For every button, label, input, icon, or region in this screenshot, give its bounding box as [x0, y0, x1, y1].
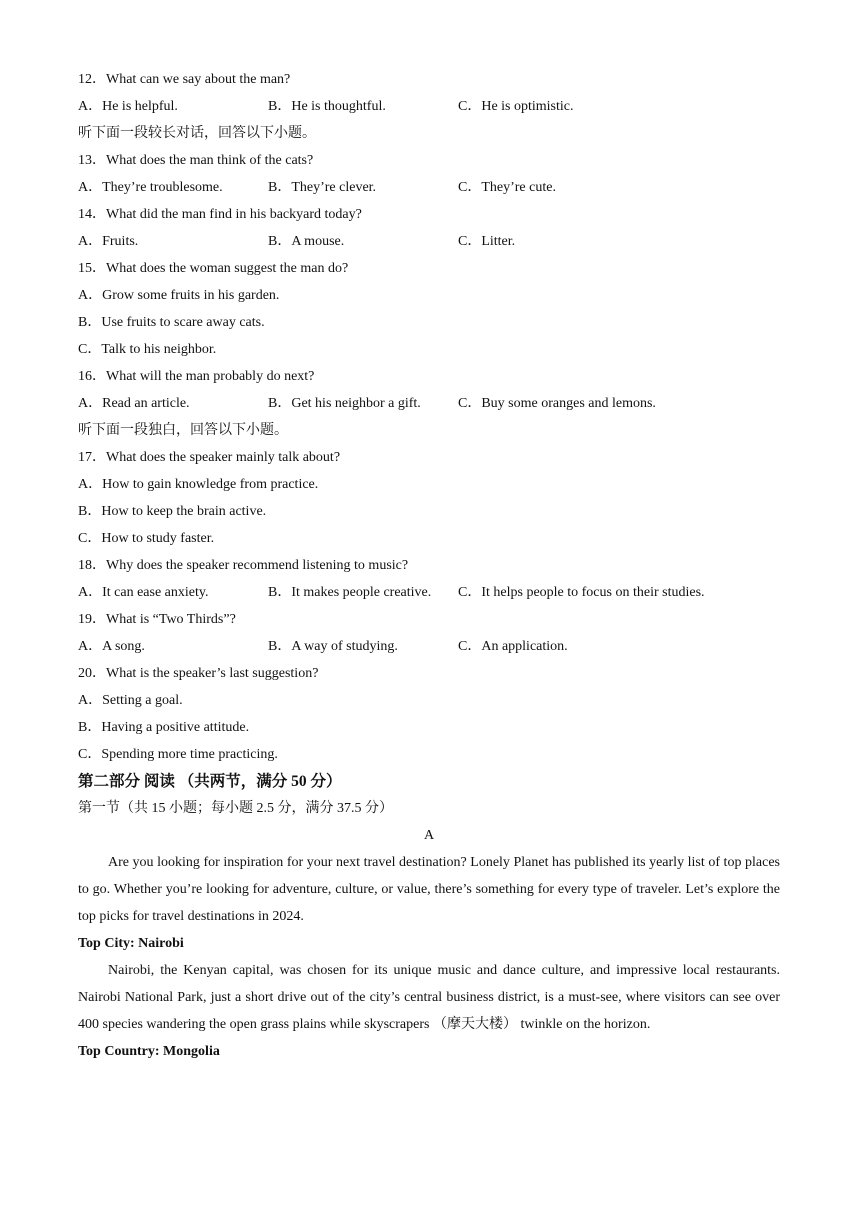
option-c: C．Talk to his neighbor.: [78, 342, 217, 357]
instruction-monologue: 听下面一段独白，回答以下小题。: [78, 423, 288, 438]
option-a: A．Read an article.: [78, 396, 190, 411]
option-c: C．Litter.: [458, 234, 516, 249]
question-17-stem: [78, 444, 780, 471]
heading-top-country: Top Country: Mongolia: [78, 1044, 220, 1059]
question-15-stem: [78, 255, 780, 282]
question-number: 14．: [78, 207, 106, 222]
question-number: 12．: [78, 72, 106, 87]
option-c: C．Buy some oranges and lemons.: [458, 396, 656, 411]
question-18-options: [78, 579, 780, 606]
question-13-stem: [78, 147, 780, 174]
option-a: A．They’re troublesome.: [78, 180, 223, 195]
option-b: B．Get his neighbor a gift.: [268, 396, 421, 411]
heading-top-city: Top City: Nairobi: [78, 936, 184, 951]
question-number: 19．: [78, 612, 106, 627]
part-two-heading: 第二部分 阅读 （共两节，满分 50 分）: [78, 773, 342, 790]
option-b: B．How to keep the brain active.: [78, 504, 267, 519]
question-16-options: [78, 390, 780, 417]
instruction-long-dialogue: 听下面一段较长对话，回答以下小题。: [78, 126, 316, 141]
question-19-stem: [78, 606, 780, 633]
option-c: C．Spending more time practicing.: [78, 747, 278, 762]
option-b: B．A mouse.: [268, 234, 345, 249]
option-a: A．He is helpful.: [78, 99, 178, 114]
question-16-stem: [78, 363, 780, 390]
option-a: A．Grow some fruits in his garden.: [78, 288, 280, 303]
question-number: 18．: [78, 558, 106, 573]
question-12-stem: [78, 66, 780, 93]
section-one-heading: 第一节（共 15 小题；每小题 2.5 分，满分 37.5 分）: [78, 801, 393, 816]
option-b: B．He is thoughtful.: [268, 99, 386, 114]
option-b: B．Having a positive attitude.: [78, 720, 250, 735]
question-text: What is the speaker’s last suggestion?: [106, 666, 319, 681]
question-number: 17．: [78, 450, 106, 465]
option-a: A．It can ease anxiety.: [78, 585, 209, 600]
question-number: 16．: [78, 369, 106, 384]
option-b: B．A way of studying.: [268, 639, 398, 654]
question-text: What does the man think of the cats?: [106, 153, 314, 168]
option-c: C．An application.: [458, 639, 568, 654]
question-number: 13．: [78, 153, 106, 168]
option-a: A．Fruits.: [78, 234, 139, 249]
question-19-options: [78, 633, 780, 660]
option-a: A．A song.: [78, 639, 145, 654]
option-c: C．They’re cute.: [458, 180, 556, 195]
passage-intro: Are you looking for inspiration for your next travel destination? Lonely Planet has published its yearly list of top places to go. Whether you’re looking for adventure, culture, or value, there’s something for every type of traveler. Let’s explore the top picks for travel destinations in 2024.: [78, 855, 780, 924]
question-number: 20．: [78, 666, 106, 681]
question-14-options: [78, 228, 780, 255]
question-text: What is “Two Thirds”?: [106, 612, 236, 627]
question-12-options: [78, 93, 780, 120]
question-text: What did the man find in his backyard today?: [106, 207, 362, 222]
option-c: C．How to study faster.: [78, 531, 215, 546]
passage-label: A: [423, 828, 435, 843]
option-a: A．Setting a goal.: [78, 693, 183, 708]
question-text: What can we say about the man?: [106, 72, 291, 87]
question-text: Why does the speaker recommend listening to music?: [106, 558, 409, 573]
option-b: B．Use fruits to scare away cats.: [78, 315, 265, 330]
question-13-options: [78, 174, 780, 201]
option-b: B．It makes people creative.: [268, 585, 432, 600]
option-c: C．He is optimistic.: [458, 99, 574, 114]
question-18-stem: [78, 552, 780, 579]
option-c: C．It helps people to focus on their studies.: [458, 585, 705, 600]
question-number: 15．: [78, 261, 106, 276]
question-20-stem: [78, 660, 780, 687]
document-page: [78, 66, 780, 1065]
question-text: What does the speaker mainly talk about?: [106, 450, 341, 465]
question-text: What does the woman suggest the man do?: [106, 261, 349, 276]
passage-city-paragraph: Nairobi, the Kenyan capital, was chosen for its unique music and dance culture, and impressive local restaurants. Nairobi National Park, just a short drive out of the city’s central business district, is a must-see, where visitors can see over 400 species wandering the open grass plains while skyscrapers （摩天大楼） twinkle on the horizon.: [78, 963, 780, 1032]
option-b: B．They’re clever.: [268, 180, 377, 195]
option-a: A．How to gain knowledge from practice.: [78, 477, 319, 492]
question-14-stem: [78, 201, 780, 228]
question-text: What will the man probably do next?: [106, 369, 315, 384]
